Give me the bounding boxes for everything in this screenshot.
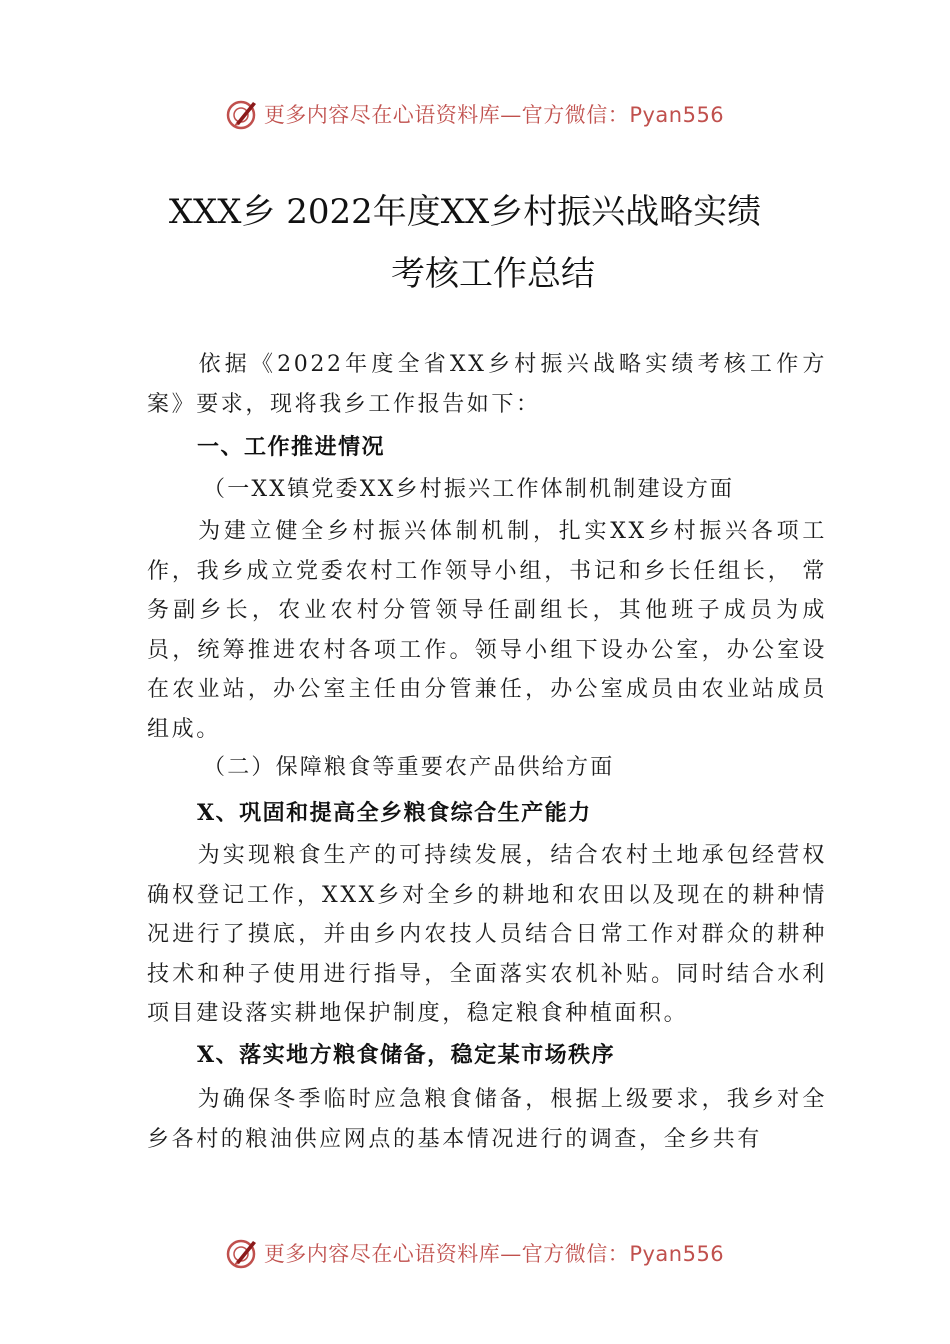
brush-logo-icon — [226, 97, 260, 131]
watermark-wechat-id: Pyan556 — [629, 1242, 725, 1266]
brush-logo-icon — [226, 1236, 260, 1270]
watermark-text: 更多内容尽在心语资料库—官方微信：Pyan556 — [263, 103, 725, 127]
page-title-line-2: 考核工作总结 — [391, 254, 595, 294]
watermark-footer — [0, 1233, 950, 1273]
intro-paragraph: 依据《2022年度全省XX乡村振兴战略实绩考核工作方案》要求，现将我乡工作报告如下： — [147, 352, 827, 417]
item-heading-grain-capacity: X、巩固和提高全乡粮食综合生产能力 — [197, 800, 592, 826]
watermark-header — [0, 94, 950, 134]
subsection-heading-grain-supply: （二）保障粮食等重要农产品供给方面 — [203, 755, 615, 780]
grain-capacity-paragraph: 为实现粮食生产的可持续发展，结合农村土地承包经营权确权登记工作，XXX乡对全乡的耕地和农田以及现在的耕种情况进行了摸底，并由乡内农技人员结合日常工作对群众的耕种技术和种子使用进行指导，全面落实农机补贴。同时结合水利项目建设落实耕地保护制度，稳定粮食种植面积。 — [147, 843, 827, 1026]
watermark-text: 更多内容尽在心语资料库—官方微信：Pyan556 — [263, 1242, 725, 1266]
section-heading-work-progress: 一、工作推进情况 — [197, 434, 386, 460]
mechanism-paragraph: 为建立健全乡村振兴体制机制，扎实XX乡村振兴各项工作，我乡成立党委农村工作领导小组，书记和乡长任组长， 常务副乡长，农业农村分管领导任副组长，其他班子成员为成员，统筹推进农村各项工作。领导小组下设办公室，办公室设在农业站，办公室主任由分管兼任，办公室成员由农业站成员组成。 — [147, 519, 827, 742]
subsection-heading-mechanism: （一XX镇党委XX乡村振兴工作体制机制建设方面 — [203, 477, 735, 502]
item-heading-grain-reserve: X、落实地方粮食储备，稳定某市场秩序 — [197, 1042, 616, 1068]
page-title-line-1: XXX乡 2022年度XX乡村振兴战略实绩 — [168, 192, 762, 232]
watermark-wechat-id: Pyan556 — [629, 103, 725, 127]
grain-reserve-paragraph: 为确保冬季临时应急粮食储备，根据上级要求，我乡对全乡各村的粮油供应网点的基本情况进行的调查，全乡共有 — [147, 1087, 827, 1152]
